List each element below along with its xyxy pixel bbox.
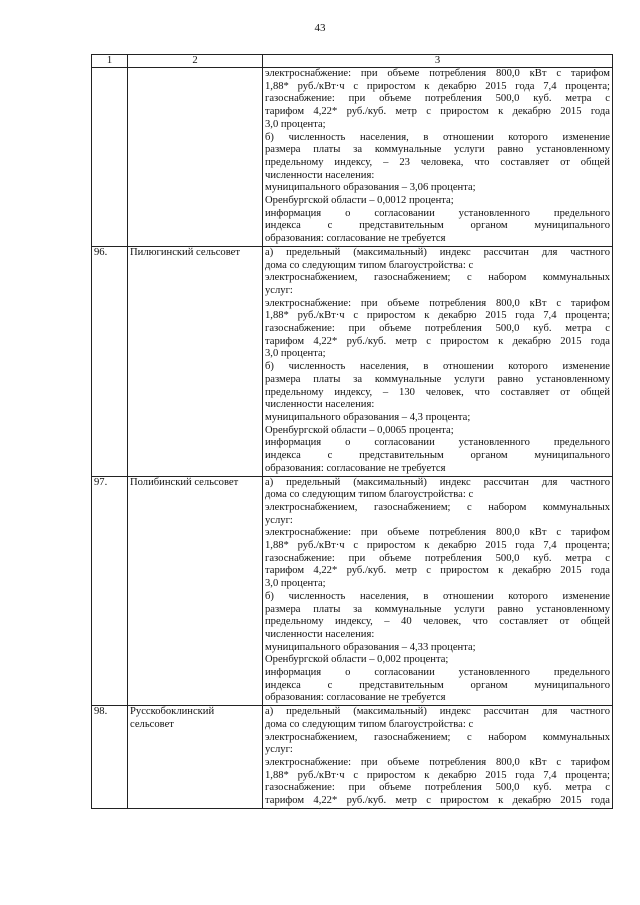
table-row: [92, 476, 613, 706]
description-line: 1,88* руб./кВт·ч с приростом к декабрю 2015 года 7,4 процента;: [265, 769, 610, 781]
description-line: 1,88* руб./кВт·ч с приростом к декабрю 2015 года 7,4 процента;: [265, 540, 610, 552]
description-line: дома со следующим типом благоустройства: с: [265, 259, 474, 271]
description-line: численности населения:: [265, 169, 375, 181]
table-row: [92, 706, 613, 809]
description-line: индекса с представительным органом муниципального: [265, 220, 610, 232]
description-line: численности населения:: [265, 399, 375, 411]
description-line: 3,0 процента;: [265, 348, 326, 360]
description-line: 1,88* руб./кВт·ч с приростом к декабрю 2015 года 7,4 процента;: [265, 310, 610, 322]
description-line: электроснабжением, газоснабжением; с набором коммунальных: [265, 501, 610, 513]
description-line: услуг:: [265, 744, 293, 756]
page-number: 43: [314, 22, 326, 34]
description-line: муниципального образования – 4,33 процента;: [265, 641, 476, 653]
description-line: дома со следующим типом благоустройства: с: [265, 718, 474, 730]
description-line: индекса с представительным органом муниципального: [265, 450, 610, 462]
description-line: электроснабжение: при объеме потребления 800,0 кВт с тарифом: [265, 756, 610, 768]
description-line: б) численность населения, в отношении которого изменение: [265, 590, 610, 602]
description-line: муниципального образования – 3,06 процента;: [265, 182, 476, 194]
description-line: услуг:: [265, 514, 293, 526]
description-line: а) предельный (максимальный) индекс рассчитан для частного: [265, 246, 610, 258]
index-description: [263, 706, 613, 809]
index-description: [263, 246, 613, 476]
description-line: электроснабжение: при объеме потребления 800,0 кВт с тарифом: [265, 68, 610, 79]
table-row: [92, 68, 613, 247]
description-line: газоснабжение: при объеме потребления 500,0 куб. метра с: [265, 552, 610, 564]
description-line: 3,0 процента;: [265, 118, 326, 130]
row-number: 97.: [92, 476, 128, 706]
description-line: а) предельный (максимальный) индекс рассчитан для частного: [265, 476, 610, 488]
index-description: [263, 68, 613, 247]
description-line: размера платы за коммунальные услуги равно установленному: [265, 603, 610, 615]
description-line: Оренбургской области – 0,002 процента;: [265, 654, 449, 666]
description-line: б) численность населения, в отношении которого изменение: [265, 131, 610, 143]
description-line: образования: согласование не требуется: [265, 233, 446, 245]
description-line: электроснабжением, газоснабжением; с набором коммунальных: [265, 731, 610, 743]
description-line: электроснабжением, газоснабжением; с набором коммунальных: [265, 272, 610, 284]
settlement-name: [128, 68, 263, 247]
description-line: информация о согласовании установленного предельного: [265, 437, 610, 449]
description-line: 1,88* руб./кВт·ч с приростом к декабрю 2015 года 7,4 процента;: [265, 80, 610, 92]
settlement-name: Русскобоклинский сельсовет: [128, 706, 263, 809]
description-line: Оренбургской области – 0,0012 процента;: [265, 195, 454, 207]
description-line: газоснабжение: при объеме потребления 500,0 куб. метра с: [265, 93, 610, 105]
row-number: 98.: [92, 706, 128, 809]
description-line: электроснабжение: при объеме потребления 800,0 кВт с тарифом: [265, 527, 610, 539]
description-line: тарифом 4,22* руб./куб. метр с приростом к декабрю 2015 года: [265, 565, 610, 577]
description-line: тарифом 4,22* руб./куб. метр с приростом к декабрю 2015 года: [265, 795, 610, 807]
description-line: газоснабжение: при объеме потребления 500,0 куб. метра с: [265, 323, 610, 335]
description-line: образования: согласование не требуется: [265, 462, 446, 474]
description-line: индекса с представительным органом муниципального: [265, 679, 610, 691]
description-line: предельному индексу, – 40 человек, что составляет от общей: [265, 616, 610, 628]
row-number: [92, 68, 128, 247]
description-line: численности населения:: [265, 628, 375, 640]
description-line: а) предельный (максимальный) индекс рассчитан для частного: [265, 706, 610, 718]
table-row: [92, 246, 613, 476]
settlement-name: Пилюгинский сельсовет: [128, 246, 263, 476]
description-line: тарифом 4,22* руб./куб. метр с приростом к декабрю 2015 года: [265, 335, 610, 347]
description-line: предельному индексу, – 23 человека, что составляет от общей: [265, 156, 610, 168]
description-line: тарифом 4,22* руб./куб. метр с приростом к декабрю 2015 года: [265, 106, 610, 118]
description-line: услуг:: [265, 284, 293, 296]
description-line: размера платы за коммунальные услуги равно установленному: [265, 373, 610, 385]
column-header-3: 3: [263, 55, 613, 68]
description-line: образования: согласование не требуется: [265, 692, 446, 704]
description-line: информация о согласовании установленного предельного: [265, 207, 610, 219]
settlement-name: Полибинский сельсовет: [128, 476, 263, 706]
description-line: газоснабжение: при объеме потребления 500,0 куб. метра с: [265, 782, 610, 794]
table-body: [92, 68, 613, 809]
description-line: Оренбургской области – 0,0065 процента;: [265, 424, 454, 436]
index-description: [263, 476, 613, 706]
description-line: предельному индексу, – 130 человек, что составляет от общей: [265, 386, 610, 398]
row-number: 96.: [92, 246, 128, 476]
description-line: 3,0 процента;: [265, 578, 326, 590]
description-line: дома со следующим типом благоустройства: с: [265, 489, 474, 501]
description-line: размера платы за коммунальные услуги равно установленному: [265, 144, 610, 156]
description-line: электроснабжение: при объеме потребления 800,0 кВт с тарифом: [265, 297, 610, 309]
tariff-index-table: [91, 54, 613, 809]
column-header-1: 1: [92, 55, 128, 68]
table-header-row: [92, 55, 613, 68]
column-header-2: 2: [128, 55, 263, 68]
description-line: муниципального образования – 4,3 процента;: [265, 411, 471, 423]
description-line: информация о согласовании установленного предельного: [265, 667, 610, 679]
description-line: б) численность населения, в отношении которого изменение: [265, 361, 610, 373]
